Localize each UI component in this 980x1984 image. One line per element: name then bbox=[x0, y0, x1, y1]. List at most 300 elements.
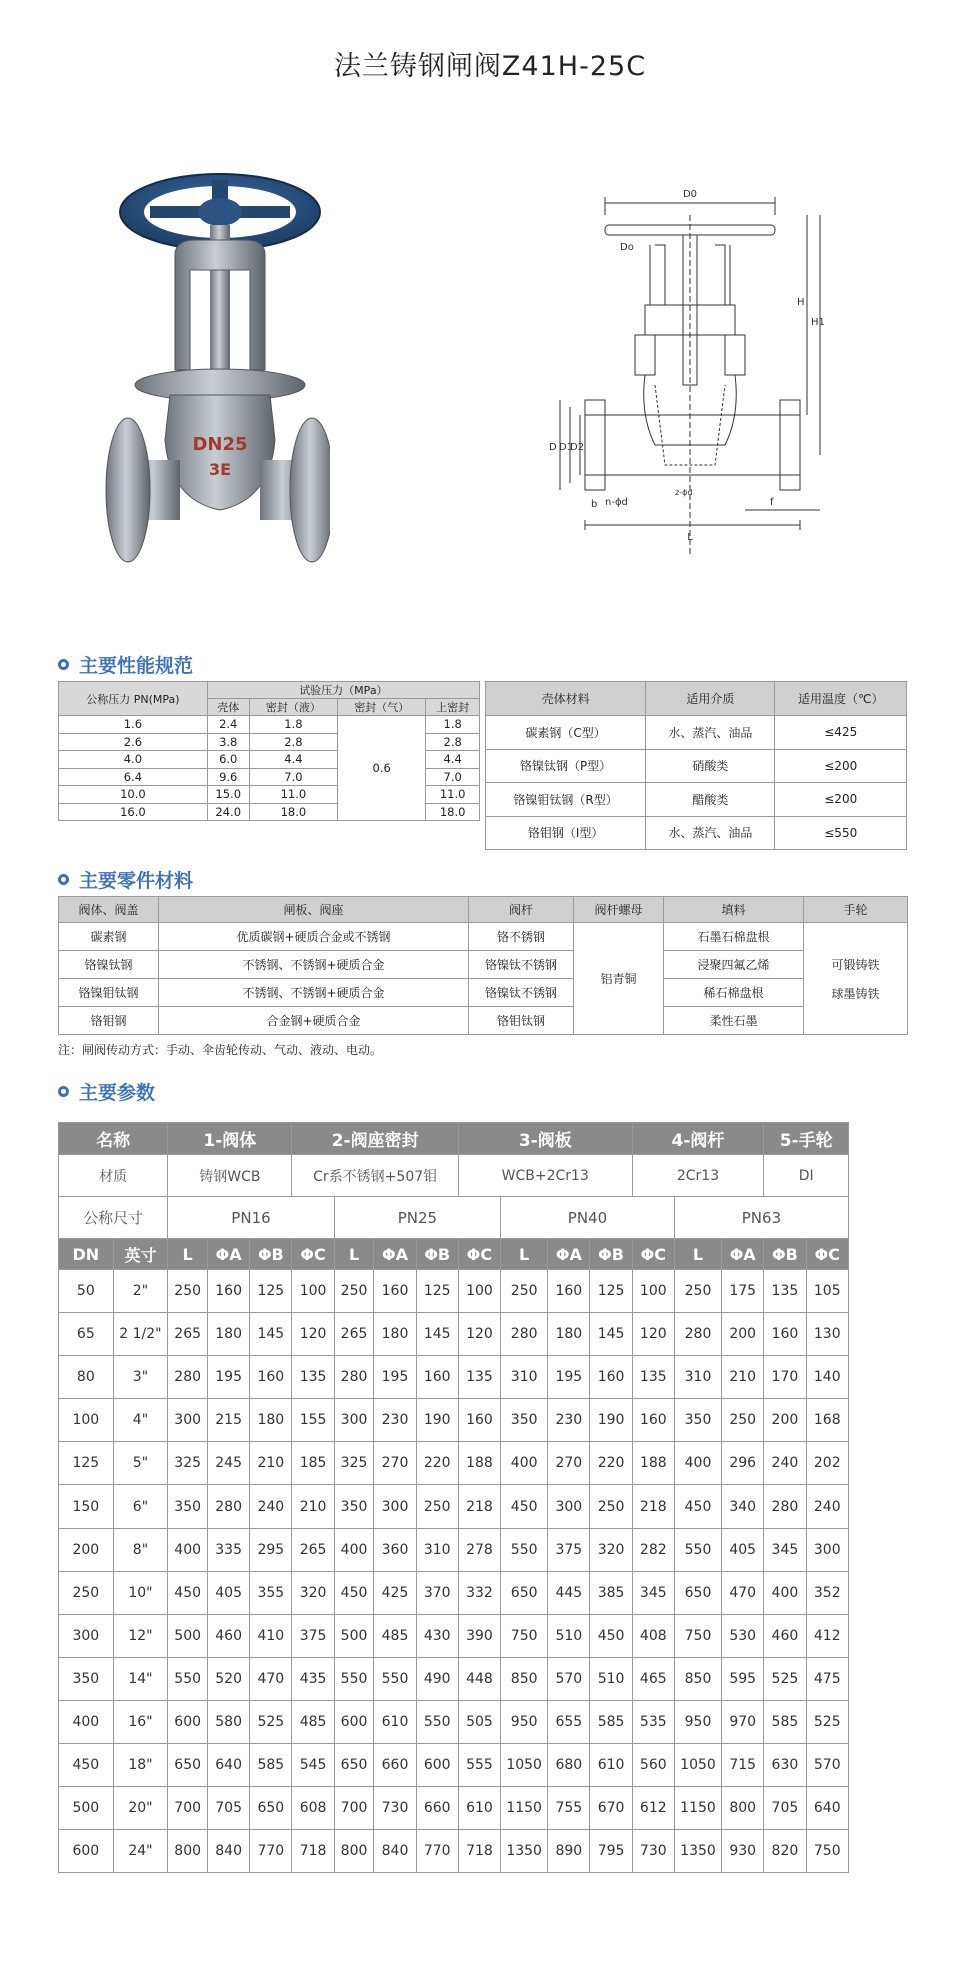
table-cell: 120 bbox=[632, 1313, 674, 1356]
svg-text:f: f bbox=[770, 497, 774, 508]
table-cell: 160 bbox=[548, 1270, 590, 1313]
table-cell: 218 bbox=[458, 1485, 500, 1528]
header-medium: 适用介质 bbox=[646, 682, 775, 716]
header-seal-liquid: 密封（液） bbox=[249, 699, 337, 716]
table-cell: 820 bbox=[764, 1830, 806, 1873]
table-cell: 200 bbox=[59, 1528, 114, 1571]
main-parameters-table bbox=[58, 1122, 849, 1873]
table-cell: 1350 bbox=[501, 1830, 548, 1873]
table-cell: 160 bbox=[458, 1399, 500, 1442]
table-cell: 160 bbox=[374, 1270, 416, 1313]
table-cell: 435 bbox=[292, 1657, 334, 1700]
table-row: 铬镍钛钢 不锈钢、不锈钢+硬质合金 铬镍钛不锈钢 浸聚四氟乙烯 bbox=[59, 951, 908, 979]
table-cell: 6" bbox=[113, 1485, 168, 1528]
table-cell: 175 bbox=[722, 1270, 764, 1313]
table-row bbox=[59, 1700, 849, 1743]
table-cell: 125 bbox=[59, 1442, 114, 1485]
table-cell: 265 bbox=[168, 1313, 208, 1356]
table-cell: 715 bbox=[722, 1744, 764, 1787]
table-row bbox=[59, 1744, 849, 1787]
table-cell: 770 bbox=[250, 1830, 292, 1873]
table-cell: 718 bbox=[292, 1830, 334, 1873]
table-cell: 180 bbox=[208, 1313, 250, 1356]
table-cell: 550 bbox=[674, 1528, 721, 1571]
table-cell: 585 bbox=[764, 1700, 806, 1743]
table-cell: 950 bbox=[501, 1700, 548, 1743]
table-cell: 278 bbox=[458, 1528, 500, 1571]
table-cell: 245 bbox=[208, 1442, 250, 1485]
table-cell: 140 bbox=[806, 1356, 848, 1399]
table-cell: 655 bbox=[548, 1700, 590, 1743]
table-cell: 250 bbox=[168, 1270, 208, 1313]
table-cell: 2" bbox=[113, 1270, 168, 1313]
table-cell: 610 bbox=[374, 1700, 416, 1743]
svg-text:3E: 3E bbox=[208, 460, 232, 479]
table-cell: 545 bbox=[292, 1744, 334, 1787]
table-cell: 5" bbox=[113, 1442, 168, 1485]
column-header: ΦC bbox=[458, 1239, 500, 1270]
header-disc: 闸板、阀座 bbox=[159, 897, 469, 923]
table-cell: 585 bbox=[250, 1744, 292, 1787]
table-row: 铬钼钢（I型） 水、蒸汽、油品 ≤550 bbox=[486, 816, 907, 850]
section-heading-parts: 主要零件材料 bbox=[58, 866, 193, 893]
table-cell: 300 bbox=[334, 1399, 374, 1442]
table-cell: 210 bbox=[250, 1442, 292, 1485]
table-cell: 705 bbox=[208, 1787, 250, 1830]
table-cell: 535 bbox=[632, 1700, 674, 1743]
handwheel-value: 可锻铸铁 球墨铸铁 bbox=[804, 923, 908, 1035]
table-cell: 160 bbox=[250, 1356, 292, 1399]
column-header-row bbox=[59, 1239, 849, 1270]
table-cell: 400 bbox=[501, 1442, 548, 1485]
table-cell: 890 bbox=[548, 1830, 590, 1873]
table-cell: 470 bbox=[250, 1657, 292, 1700]
column-header: ΦA bbox=[722, 1239, 764, 1270]
valve-photo bbox=[100, 170, 330, 610]
header-pn: 公称压力 PN(MPa) bbox=[59, 682, 208, 716]
table-cell: 280 bbox=[501, 1313, 548, 1356]
table-cell: 600 bbox=[168, 1700, 208, 1743]
table-cell: 135 bbox=[764, 1270, 806, 1313]
table-cell: 600 bbox=[59, 1830, 114, 1873]
table-cell: 448 bbox=[458, 1657, 500, 1700]
table-cell: 50 bbox=[59, 1270, 114, 1313]
table-cell: 610 bbox=[458, 1787, 500, 1830]
table-cell: 795 bbox=[590, 1830, 632, 1873]
table-cell: 160 bbox=[208, 1270, 250, 1313]
table-cell: 188 bbox=[632, 1442, 674, 1485]
svg-text:D0: D0 bbox=[682, 189, 698, 200]
table-cell: 310 bbox=[416, 1528, 458, 1571]
table-cell: 705 bbox=[764, 1787, 806, 1830]
table-cell: 700 bbox=[168, 1787, 208, 1830]
table-row: 铬镍钼钛钢（R型） 醋酸类 ≤200 bbox=[486, 783, 907, 817]
table-row: 6.4 9.6 7.0 7.0 bbox=[59, 768, 480, 786]
table-row: 2.6 3.8 2.8 2.8 bbox=[59, 733, 480, 751]
table-cell: 800 bbox=[168, 1830, 208, 1873]
table-row bbox=[59, 1485, 849, 1528]
table-cell: 450 bbox=[59, 1744, 114, 1787]
table-cell: 120 bbox=[292, 1313, 334, 1356]
table-cell: 150 bbox=[59, 1485, 114, 1528]
table-cell: 930 bbox=[722, 1830, 764, 1873]
table-cell: 250 bbox=[334, 1270, 374, 1313]
table-cell: 200 bbox=[722, 1313, 764, 1356]
table-cell: 550 bbox=[416, 1700, 458, 1743]
table-cell: 490 bbox=[416, 1657, 458, 1700]
table-cell: 100 bbox=[458, 1270, 500, 1313]
table-cell: 640 bbox=[208, 1744, 250, 1787]
table-cell: 730 bbox=[374, 1787, 416, 1830]
table-cell: 80 bbox=[59, 1356, 114, 1399]
table-cell: 250 bbox=[501, 1270, 548, 1313]
svg-text:DN25: DN25 bbox=[192, 434, 248, 455]
table-cell: 1050 bbox=[674, 1744, 721, 1787]
table-row: 10.0 15.0 11.0 11.0 bbox=[59, 786, 480, 804]
table-cell: 155 bbox=[292, 1399, 334, 1442]
table-cell: 265 bbox=[292, 1528, 334, 1571]
table-row bbox=[59, 1830, 849, 1873]
table-cell: 595 bbox=[722, 1657, 764, 1700]
table-cell: 450 bbox=[168, 1571, 208, 1614]
table-cell: 310 bbox=[501, 1356, 548, 1399]
table-cell: 210 bbox=[722, 1356, 764, 1399]
table-cell: 850 bbox=[674, 1657, 721, 1700]
table-cell: 130 bbox=[806, 1313, 848, 1356]
table-cell: 550 bbox=[374, 1657, 416, 1700]
table-cell: 160 bbox=[590, 1356, 632, 1399]
table-cell: 215 bbox=[208, 1399, 250, 1442]
table-cell: 570 bbox=[548, 1657, 590, 1700]
table-cell: 1050 bbox=[501, 1744, 548, 1787]
table-cell: 555 bbox=[458, 1744, 500, 1787]
header-test-pressure: 试验压力（MPa） bbox=[207, 682, 479, 699]
table-cell: 145 bbox=[250, 1313, 292, 1356]
table-cell: 220 bbox=[416, 1442, 458, 1485]
table-cell: 650 bbox=[250, 1787, 292, 1830]
table-cell: 100 bbox=[632, 1270, 674, 1313]
table-cell: 105 bbox=[806, 1270, 848, 1313]
table-cell: 650 bbox=[334, 1744, 374, 1787]
table-cell: 160 bbox=[632, 1399, 674, 1442]
table-row bbox=[59, 1442, 849, 1485]
table-row bbox=[59, 1614, 849, 1657]
table-cell: 470 bbox=[722, 1571, 764, 1614]
table-cell: 280 bbox=[674, 1313, 721, 1356]
column-header: ΦC bbox=[632, 1239, 674, 1270]
table-cell: 65 bbox=[59, 1313, 114, 1356]
column-header: L bbox=[168, 1239, 208, 1270]
name-header-row: 名称 1-阀体 2-阀座密封 3-阀板 4-阀杆 5-手轮 bbox=[59, 1123, 849, 1155]
table-row bbox=[59, 1787, 849, 1830]
column-header: ΦB bbox=[590, 1239, 632, 1270]
table-row bbox=[59, 1313, 849, 1356]
table-cell: 660 bbox=[416, 1787, 458, 1830]
table-cell: 160 bbox=[764, 1313, 806, 1356]
valve-technical-drawing bbox=[545, 185, 835, 585]
table-cell: 375 bbox=[292, 1614, 334, 1657]
table-cell: 570 bbox=[806, 1744, 848, 1787]
table-cell: 410 bbox=[250, 1614, 292, 1657]
table-cell: 280 bbox=[208, 1485, 250, 1528]
bullet-icon bbox=[58, 659, 69, 670]
table-cell: 770 bbox=[416, 1830, 458, 1873]
table-cell: 4" bbox=[113, 1399, 168, 1442]
header-upper-seal: 上密封 bbox=[426, 699, 480, 716]
table-cell: 485 bbox=[292, 1700, 334, 1743]
table-cell: 100 bbox=[59, 1399, 114, 1442]
table-row bbox=[59, 1571, 849, 1614]
table-cell: 135 bbox=[292, 1356, 334, 1399]
table-cell: 296 bbox=[722, 1442, 764, 1485]
table-cell: 475 bbox=[806, 1657, 848, 1700]
table-cell: 640 bbox=[806, 1787, 848, 1830]
table-row: 1.6 2.4 1.8 0.6 1.8 bbox=[59, 716, 480, 734]
table-cell: 650 bbox=[501, 1571, 548, 1614]
svg-text:H1: H1 bbox=[811, 317, 825, 328]
table-cell: 180 bbox=[250, 1399, 292, 1442]
table-cell: 445 bbox=[548, 1571, 590, 1614]
table-cell: 660 bbox=[374, 1744, 416, 1787]
table-cell: 188 bbox=[458, 1442, 500, 1485]
table-cell: 300 bbox=[374, 1485, 416, 1528]
table-cell: 230 bbox=[374, 1399, 416, 1442]
table-cell: 510 bbox=[548, 1614, 590, 1657]
table-row: 铬钼钢 合金钢+硬质合金 铬钼钛钢 柔性石墨 bbox=[59, 1007, 908, 1035]
table-cell: 195 bbox=[374, 1356, 416, 1399]
table-cell: 485 bbox=[374, 1614, 416, 1657]
table-cell: 10" bbox=[113, 1571, 168, 1614]
table-cell: 525 bbox=[806, 1700, 848, 1743]
table-cell: 270 bbox=[548, 1442, 590, 1485]
table-cell: 840 bbox=[374, 1830, 416, 1873]
table-cell: 850 bbox=[501, 1657, 548, 1700]
table-cell: 970 bbox=[722, 1700, 764, 1743]
table-cell: 135 bbox=[632, 1356, 674, 1399]
table-cell: 300 bbox=[806, 1528, 848, 1571]
table-cell: 750 bbox=[674, 1614, 721, 1657]
table-cell: 585 bbox=[590, 1700, 632, 1743]
pressure-row: 公称尺寸 PN16 PN25 PN40 PN63 bbox=[59, 1197, 849, 1239]
table-row bbox=[59, 1270, 849, 1313]
table-cell: 320 bbox=[292, 1571, 334, 1614]
table-cell: 510 bbox=[590, 1657, 632, 1700]
transmission-note: 注：闸阀传动方式：手动、伞齿轮传动、气动、液动、电动。 bbox=[58, 1043, 383, 1057]
table-cell: 352 bbox=[806, 1571, 848, 1614]
column-header: ΦC bbox=[806, 1239, 848, 1270]
table-cell: 750 bbox=[501, 1614, 548, 1657]
table-cell: 16" bbox=[113, 1700, 168, 1743]
table-cell: 240 bbox=[764, 1442, 806, 1485]
table-cell: 180 bbox=[374, 1313, 416, 1356]
table-cell: 250 bbox=[416, 1485, 458, 1528]
table-cell: 800 bbox=[334, 1830, 374, 1873]
column-header: ΦC bbox=[292, 1239, 334, 1270]
table-cell: 145 bbox=[590, 1313, 632, 1356]
table-cell: 750 bbox=[806, 1830, 848, 1873]
table-cell: 190 bbox=[590, 1399, 632, 1442]
table-cell: 350 bbox=[674, 1399, 721, 1442]
table-cell: 525 bbox=[250, 1700, 292, 1743]
column-header: 英寸 bbox=[113, 1239, 168, 1270]
table-cell: 680 bbox=[548, 1744, 590, 1787]
column-header: ΦA bbox=[374, 1239, 416, 1270]
table-cell: 718 bbox=[458, 1830, 500, 1873]
table-cell: 1150 bbox=[501, 1787, 548, 1830]
table-cell: 612 bbox=[632, 1787, 674, 1830]
table-cell: 550 bbox=[501, 1528, 548, 1571]
table-cell: 2 1/2" bbox=[113, 1313, 168, 1356]
header-shell: 壳体 bbox=[207, 699, 249, 716]
table-cell: 600 bbox=[416, 1744, 458, 1787]
table-cell: 1150 bbox=[674, 1787, 721, 1830]
table-cell: 505 bbox=[458, 1700, 500, 1743]
table-cell: 12" bbox=[113, 1614, 168, 1657]
table-cell: 950 bbox=[674, 1700, 721, 1743]
table-cell: 280 bbox=[168, 1356, 208, 1399]
table-cell: 3" bbox=[113, 1356, 168, 1399]
header-packing: 填料 bbox=[664, 897, 804, 923]
table-cell: 220 bbox=[590, 1442, 632, 1485]
table-cell: 325 bbox=[168, 1442, 208, 1485]
table-row bbox=[59, 1528, 849, 1571]
table-cell: 400 bbox=[674, 1442, 721, 1485]
table-cell: 520 bbox=[208, 1657, 250, 1700]
table-row bbox=[59, 1356, 849, 1399]
table-cell: 350 bbox=[334, 1485, 374, 1528]
svg-text:D2: D2 bbox=[570, 442, 585, 453]
svg-text:b: b bbox=[591, 499, 598, 510]
table-row bbox=[59, 1657, 849, 1700]
table-cell: 608 bbox=[292, 1787, 334, 1830]
table-cell: 185 bbox=[292, 1442, 334, 1485]
table-row: 4.0 6.0 4.4 4.4 bbox=[59, 751, 480, 769]
section-heading-params: 主要参数 bbox=[58, 1078, 155, 1105]
table-cell: 390 bbox=[458, 1614, 500, 1657]
table-cell: 530 bbox=[722, 1614, 764, 1657]
table-cell: 350 bbox=[168, 1485, 208, 1528]
parts-material-table bbox=[58, 896, 908, 1035]
table-cell: 550 bbox=[168, 1657, 208, 1700]
section-heading-performance: 主要性能规范 bbox=[58, 651, 193, 678]
table-cell: 295 bbox=[250, 1528, 292, 1571]
table-cell: 580 bbox=[208, 1700, 250, 1743]
table-cell: 145 bbox=[416, 1313, 458, 1356]
table-cell: 250 bbox=[59, 1571, 114, 1614]
svg-text:H: H bbox=[797, 297, 805, 308]
table-cell: 270 bbox=[374, 1442, 416, 1485]
performance-spec-table bbox=[58, 681, 480, 821]
table-cell: 345 bbox=[764, 1528, 806, 1571]
table-cell: 180 bbox=[548, 1313, 590, 1356]
header-handwheel: 手轮 bbox=[804, 897, 908, 923]
table-cell: 412 bbox=[806, 1614, 848, 1657]
table-cell: 195 bbox=[208, 1356, 250, 1399]
table-cell: 400 bbox=[334, 1528, 374, 1571]
table-row: 铬镍钛钢（P型） 硝酸类 ≤200 bbox=[486, 749, 907, 783]
table-cell: 755 bbox=[548, 1787, 590, 1830]
table-cell: 650 bbox=[168, 1744, 208, 1787]
table-cell: 450 bbox=[501, 1485, 548, 1528]
table-cell: 14" bbox=[113, 1657, 168, 1700]
table-cell: 408 bbox=[632, 1614, 674, 1657]
table-cell: 18" bbox=[113, 1744, 168, 1787]
header-seal-gas: 密封（气） bbox=[338, 699, 426, 716]
table-cell: 345 bbox=[632, 1571, 674, 1614]
gas-seal-value: 0.6 bbox=[338, 716, 426, 821]
table-cell: 300 bbox=[548, 1485, 590, 1528]
table-cell: 280 bbox=[764, 1485, 806, 1528]
table-cell: 280 bbox=[334, 1356, 374, 1399]
table-cell: 135 bbox=[458, 1356, 500, 1399]
medium-temperature-table bbox=[485, 681, 907, 850]
table-cell: 335 bbox=[208, 1528, 250, 1571]
table-cell: 730 bbox=[632, 1830, 674, 1873]
table-cell: 202 bbox=[806, 1442, 848, 1485]
table-cell: 332 bbox=[458, 1571, 500, 1614]
column-header: L bbox=[334, 1239, 374, 1270]
table-cell: 250 bbox=[590, 1485, 632, 1528]
table-cell: 375 bbox=[548, 1528, 590, 1571]
table-cell: 500 bbox=[59, 1787, 114, 1830]
table-cell: 125 bbox=[590, 1270, 632, 1313]
header-stem: 阀杆 bbox=[469, 897, 574, 923]
svg-text:n-ϕd: n-ϕd bbox=[605, 497, 628, 508]
table-cell: 800 bbox=[722, 1787, 764, 1830]
table-cell: 24" bbox=[113, 1830, 168, 1873]
table-cell: 340 bbox=[722, 1485, 764, 1528]
svg-text:z-ϕd: z-ϕd bbox=[675, 488, 693, 497]
table-cell: 460 bbox=[208, 1614, 250, 1657]
table-row: 铬镍钼钛钢 不锈钢、不锈钢+硬质合金 铬镍钛不锈钢 稀石棉盘根 bbox=[59, 979, 908, 1007]
table-cell: 300 bbox=[168, 1399, 208, 1442]
svg-text:D: D bbox=[549, 442, 557, 453]
column-header: ΦA bbox=[548, 1239, 590, 1270]
page-title: 法兰铸钢闸阀Z41H-25C bbox=[333, 51, 647, 82]
table-cell: 560 bbox=[632, 1744, 674, 1787]
header-body: 阀体、阀盖 bbox=[59, 897, 159, 923]
header-shell-material: 壳体材料 bbox=[486, 682, 646, 716]
header-stem-nut: 阀杆螺母 bbox=[574, 897, 664, 923]
table-cell: 282 bbox=[632, 1528, 674, 1571]
table-cell: 460 bbox=[764, 1614, 806, 1657]
table-cell: 168 bbox=[806, 1399, 848, 1442]
stem-nut-value: 铝青铜 bbox=[574, 923, 664, 1035]
table-row: 16.0 24.0 18.0 18.0 bbox=[59, 803, 480, 821]
table-cell: 8" bbox=[113, 1528, 168, 1571]
table-cell: 670 bbox=[590, 1787, 632, 1830]
table-cell: 630 bbox=[764, 1744, 806, 1787]
table-cell: 370 bbox=[416, 1571, 458, 1614]
table-cell: 320 bbox=[590, 1528, 632, 1571]
table-row: 碳素钢 优质碳钢+硬质合金或不锈钢 铬不锈钢 铝青铜 石墨石棉盘根 可锻铸铁 球墨铸铁 bbox=[59, 923, 908, 951]
table-cell: 360 bbox=[374, 1528, 416, 1571]
table-cell: 840 bbox=[208, 1830, 250, 1873]
table-cell: 250 bbox=[674, 1270, 721, 1313]
table-cell: 240 bbox=[250, 1485, 292, 1528]
table-cell: 400 bbox=[168, 1528, 208, 1571]
svg-text:D1: D1 bbox=[559, 442, 574, 453]
table-cell: 355 bbox=[250, 1571, 292, 1614]
table-row bbox=[59, 1399, 849, 1442]
table-cell: 600 bbox=[334, 1700, 374, 1743]
table-cell: 650 bbox=[674, 1571, 721, 1614]
table-cell: 450 bbox=[590, 1614, 632, 1657]
table-cell: 500 bbox=[334, 1614, 374, 1657]
table-cell: 350 bbox=[501, 1399, 548, 1442]
table-cell: 160 bbox=[416, 1356, 458, 1399]
table-cell: 700 bbox=[334, 1787, 374, 1830]
